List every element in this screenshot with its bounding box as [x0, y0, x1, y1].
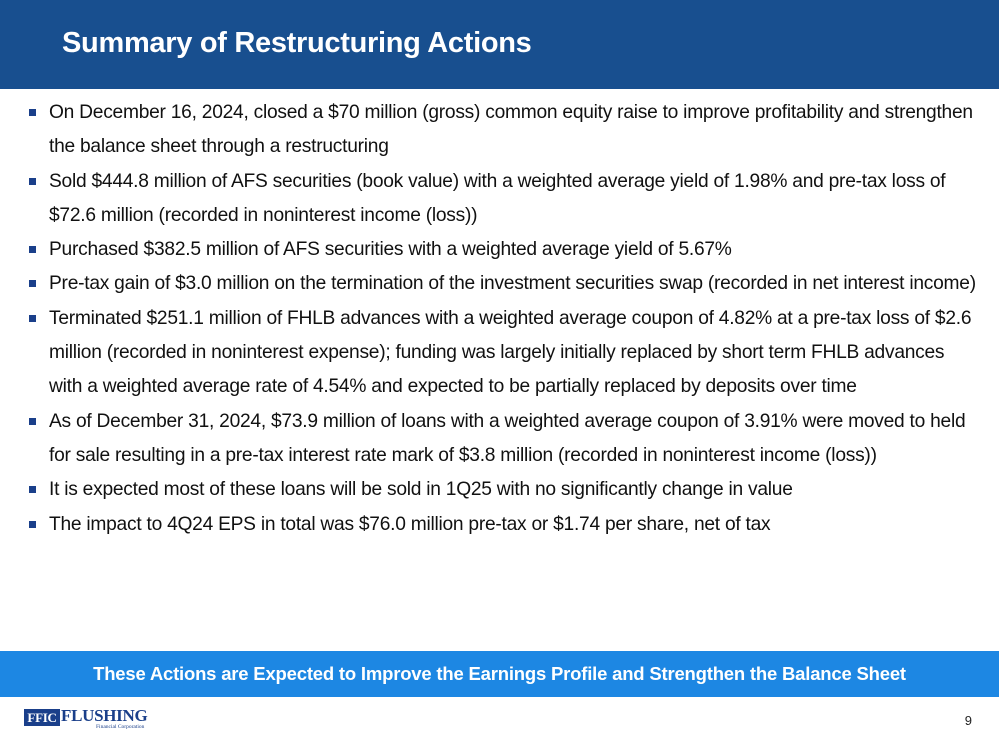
bullet-item: [26, 508, 976, 542]
bullet-item: [26, 233, 976, 267]
page-number: 9: [964, 713, 972, 728]
bullet-text: Pre-tax gain of $3.0 million on the termination of the investment securities swap (recorded in net interest income): [49, 273, 976, 295]
square-bullet-icon: [29, 418, 36, 425]
bullet-text: The impact to 4Q24 EPS in total was $76.0 million pre-tax or $1.74 per share, net of tax: [49, 513, 771, 535]
square-bullet-icon: [29, 486, 36, 493]
bullet-text: Purchased $382.5 million of AFS securities with a weighted average yield of 5.67%: [49, 239, 732, 261]
bullet-text: Terminated $251.1 million of FHLB advances with a weighted average coupon of 4.82% at a pre-tax loss of $2.6 million (recorded in noninterest expense); funding was largely initially replaced by short term FHLB advances with a weighted average rate of 4.54% and expected to be partially replaced by deposits over time: [49, 307, 972, 398]
bullet-text: Sold $444.8 million of AFS securities (book value) with a weighted average yield of 1.98% and pre-tax loss of $72.6 million (recorded in noninterest income (loss)): [49, 170, 946, 226]
banner-text: These Actions are Expected to Improve the Earnings Profile and Strengthen the Balance Sheet: [93, 663, 906, 684]
bullet-text: It is expected most of these loans will be sold in 1Q25 with no significantly change in value: [49, 479, 793, 501]
bullet-item: [26, 405, 976, 474]
bullet-item: [26, 473, 976, 507]
bullet-list: [26, 96, 976, 542]
square-bullet-icon: [29, 246, 36, 253]
bullet-text: As of December 31, 2024, $73.9 million of loans with a weighted average coupon of 3.91% were moved to held for sale resulting in a pre-tax interest rate mark of $3.8 million (recorded in noninterest income (loss)): [49, 410, 966, 466]
bullet-item: [26, 165, 976, 234]
square-bullet-icon: [29, 109, 36, 116]
square-bullet-icon: [29, 315, 36, 322]
logo-wordmark: FLUSHING: [61, 706, 148, 725]
bullet-text: On December 16, 2024, closed a $70 million (gross) common equity raise to improve profitability and strengthen the balance sheet through a restructuring: [49, 102, 973, 158]
slide-title: Summary of Restructuring Actions: [62, 27, 532, 59]
logo-subtext: Financial Corporation: [96, 724, 145, 730]
title-bar: [0, 0, 999, 89]
square-bullet-icon: [29, 521, 36, 528]
bullet-item: [26, 302, 976, 405]
flushing-logo: [24, 707, 164, 731]
logo-box: FFIC: [24, 709, 60, 726]
square-bullet-icon: [29, 280, 36, 287]
square-bullet-icon: [29, 178, 36, 185]
summary-banner: [0, 651, 999, 697]
bullet-item: [26, 96, 976, 165]
bullet-item: [26, 267, 976, 301]
